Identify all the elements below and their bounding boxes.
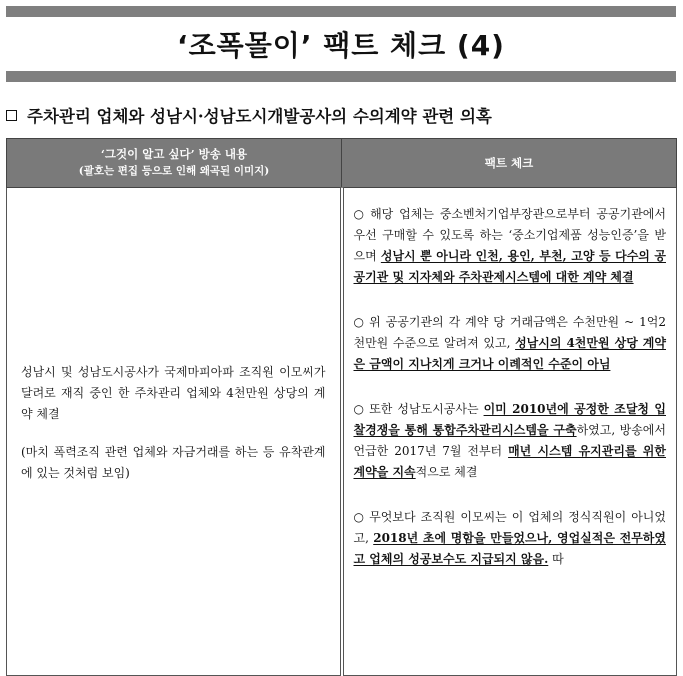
fact-check-table (6, 138, 677, 676)
header-left-line1: ‘그것이 알고 싶다’ 방송 내용 (100, 147, 248, 161)
fact-paragraph-4: ○ 무엇보다 조직원 이모씨는 이 업체의 정식직원이 아니었고, 2018년 초에 명함을 만들었으나, 영업실적은 전무하였고 업체의 성공보수도 지급되지 않음. 따 (353, 510, 666, 566)
page-title: ‘조폭몰이’ 팩트 체크 (4) (177, 29, 505, 62)
fact-emphasis: 성남시의 4천만원 상당 계약은 금액이 지나치게 크거나 이례적인 수준이 아님 (353, 336, 666, 371)
section-heading (6, 102, 676, 128)
broadcast-implication: (마치 폭력조직 관련 업체와 자금거래를 하는 등 유착관계에 있는 것처럼 보임) (21, 445, 326, 480)
fact-emphasis: 매년 시스템 유지관리를 위한 계약을 지속 (353, 444, 666, 479)
circle-bullet-icon: ○ (353, 402, 366, 416)
broadcast-content-cell (7, 188, 342, 676)
square-bullet-icon (6, 110, 17, 121)
fact-emphasis: 2018년 초에 명함을 만들었으나, 영업실적은 전무하였고 업체의 성공보수도 지급되지 않음. (353, 531, 666, 566)
fact-check-cell (342, 188, 677, 676)
title-box (6, 6, 676, 82)
title-bar-top (6, 6, 676, 17)
circle-bullet-icon: ○ (353, 315, 366, 329)
circle-bullet-icon: ○ (353, 510, 366, 524)
title-bar-bottom (6, 71, 676, 82)
fact-paragraph-1: ○ 해당 업체는 중소벤처기업부장관으로부터 공공기관에서 우선 구매할 수 있도록 하는 ‘중소기업제품 성능인증’을 받으며 성남시 뿐 아니라 인천, 용인, 부천, 고양 등 다수의 공공기관 및 지자체와 주차관제시스템에 대한 계약 체결 (353, 207, 666, 284)
fact-emphasis: 이미 2010년에 공정한 조달청 입찰경쟁을 통해 통합주차관리시스템을 구축 (353, 402, 666, 437)
section-heading-text: 주차관리 업체와 성남시·성남도시개발공사의 수의계약 관련 의혹 (27, 107, 492, 126)
header-broadcast-content (7, 139, 342, 188)
header-left-line2: (괄호는 편집 등으로 인해 왜곡된 이미지) (78, 165, 270, 177)
fact-paragraph-2: ○ 위 공공기관의 각 계약 당 거래금액은 수천만원 ~ 1억2천만원 수준으로 알려져 있고, 성남시의 4천만원 상당 계약은 금액이 지나치게 크거나 이례적인 수준이 아님 (353, 315, 666, 371)
table-header-row (7, 139, 677, 188)
broadcast-claim: 성남시 및 성남도시공사가 국제마피아파 조직원 이모씨가 달려로 재직 중인 한 주차관리 업체와 4천만원 상당의 계약 체결 (21, 365, 326, 421)
table-row (7, 188, 677, 676)
circle-bullet-icon: ○ (353, 207, 367, 221)
fact-emphasis: 성남시 뿐 아니라 인천, 용인, 부천, 고양 등 다수의 공공기관 및 지자체와 주차관제시스템에 대한 계약 체결 (353, 249, 666, 284)
header-fact-check: 팩트 체크 (342, 139, 677, 188)
fact-paragraph-3: ○ 또한 성남도시공사는 이미 2010년에 공정한 조달청 입찰경쟁을 통해 통합주차관리시스템을 구축하였고, 방송에서 언급한 2017년 7월 전부터 매년 시스템 유지관리를 위한 계약을 지속적으로 체결 (353, 402, 666, 479)
